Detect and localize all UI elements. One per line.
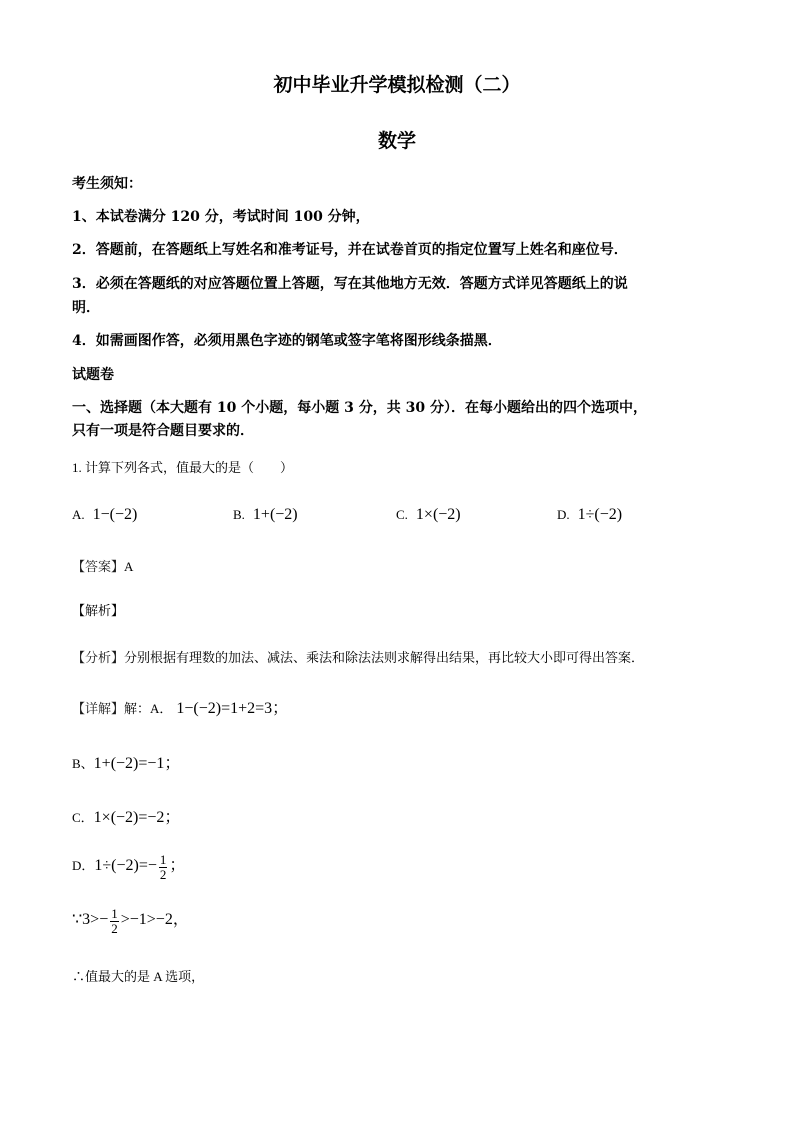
detail-c-label: C． <box>72 810 94 825</box>
option-letter: B. <box>233 507 245 522</box>
option-expr: 1×(−2) <box>415 506 461 523</box>
paper-label: 试题卷 <box>72 367 114 383</box>
option-expr: 1+(−2) <box>252 506 298 523</box>
fraction-numerator: 1 <box>111 905 118 921</box>
detail-tag: 【详解】 <box>72 701 125 716</box>
notice-item-2: 2．答题前，在答题纸上写姓名和准考证号，并在试卷首页的指定位置写上姓名和座位号． <box>72 242 628 258</box>
detail-intro: 解：A． <box>124 701 173 716</box>
option-expr: 1−(−2) <box>92 506 138 523</box>
detail-line-c <box>72 804 180 827</box>
detail-b-label: B、 <box>72 756 94 771</box>
detail-line-d <box>72 852 185 882</box>
fraction-half <box>110 907 119 936</box>
compare-line <box>72 906 189 936</box>
detail-c-expr: 1×(−2)=−2； <box>93 809 181 826</box>
detail-d-expr: 1÷(−2)=− <box>94 857 157 874</box>
exam-title: 初中毕业升学模拟检测（二） <box>273 74 521 96</box>
detail-d-label: D． <box>72 858 95 873</box>
answer-value: A <box>124 559 134 574</box>
option-letter: C. <box>396 507 408 522</box>
option-b <box>233 506 298 524</box>
fenxi-text: 分别根据有理数的加法、减法、乘法和除法法则求解得出结果，再比较大小即可得出答案． <box>124 650 645 665</box>
fraction-denominator: 2 <box>111 920 118 936</box>
section-heading-line-2: 只有一项是符合题目要求的． <box>72 423 254 439</box>
notice-heading: 考生须知： <box>72 176 142 192</box>
section-heading-line-1: 一、选择题（本大题有 10 个小题，每小题 3 分，共 30 分）．在每小题给出的四个选项中， <box>72 400 647 416</box>
analysis-tag: 【解析】 <box>72 603 125 618</box>
detail-d-end: ； <box>169 857 186 874</box>
notice-item-3: 3．必须在答题纸的对应答题位置上答题，写在其他地方无效．答题方式详见答题纸上的说 <box>72 276 628 292</box>
conclusion-line: ∴值最大的是 A 选项， <box>72 969 205 984</box>
option-expr: 1÷(−2) <box>577 506 623 523</box>
fenxi-line <box>72 647 644 666</box>
fenxi-tag: 【分析】 <box>72 650 125 665</box>
option-letter: D. <box>557 507 570 522</box>
question-stem: 1. 计算下列各式，值最大的是（ ） <box>72 460 294 475</box>
compare-pre: ∵3>− <box>72 911 109 928</box>
fraction-denominator: 2 <box>159 866 167 882</box>
detail-b-expr: 1+(−2)=−1； <box>93 755 181 772</box>
notice-item-1: 1、本试卷满分 120 分，考试时间 100 分钟， <box>72 209 370 225</box>
option-c <box>396 506 461 524</box>
notice-item-4: 4．如需画图作答，必须用黑色字迹的钢笔或签字笔将图形线条描黑． <box>72 333 502 349</box>
fraction-numerator: 1 <box>159 851 167 867</box>
compare-post: >−1>−2， <box>120 911 189 928</box>
fraction-half <box>159 853 168 882</box>
answer-tag: 【答案】 <box>72 559 125 574</box>
option-d <box>557 506 622 524</box>
detail-a-expr: 1−(−2)=1+2=3； <box>176 700 289 717</box>
subject-title: 数学 <box>377 130 416 152</box>
answer-line <box>72 556 133 575</box>
option-letter: A. <box>72 507 85 522</box>
detail-line-a <box>72 695 288 718</box>
option-a <box>72 506 137 524</box>
notice-item-3-cont: 明． <box>72 300 100 316</box>
detail-line-b <box>72 750 180 773</box>
